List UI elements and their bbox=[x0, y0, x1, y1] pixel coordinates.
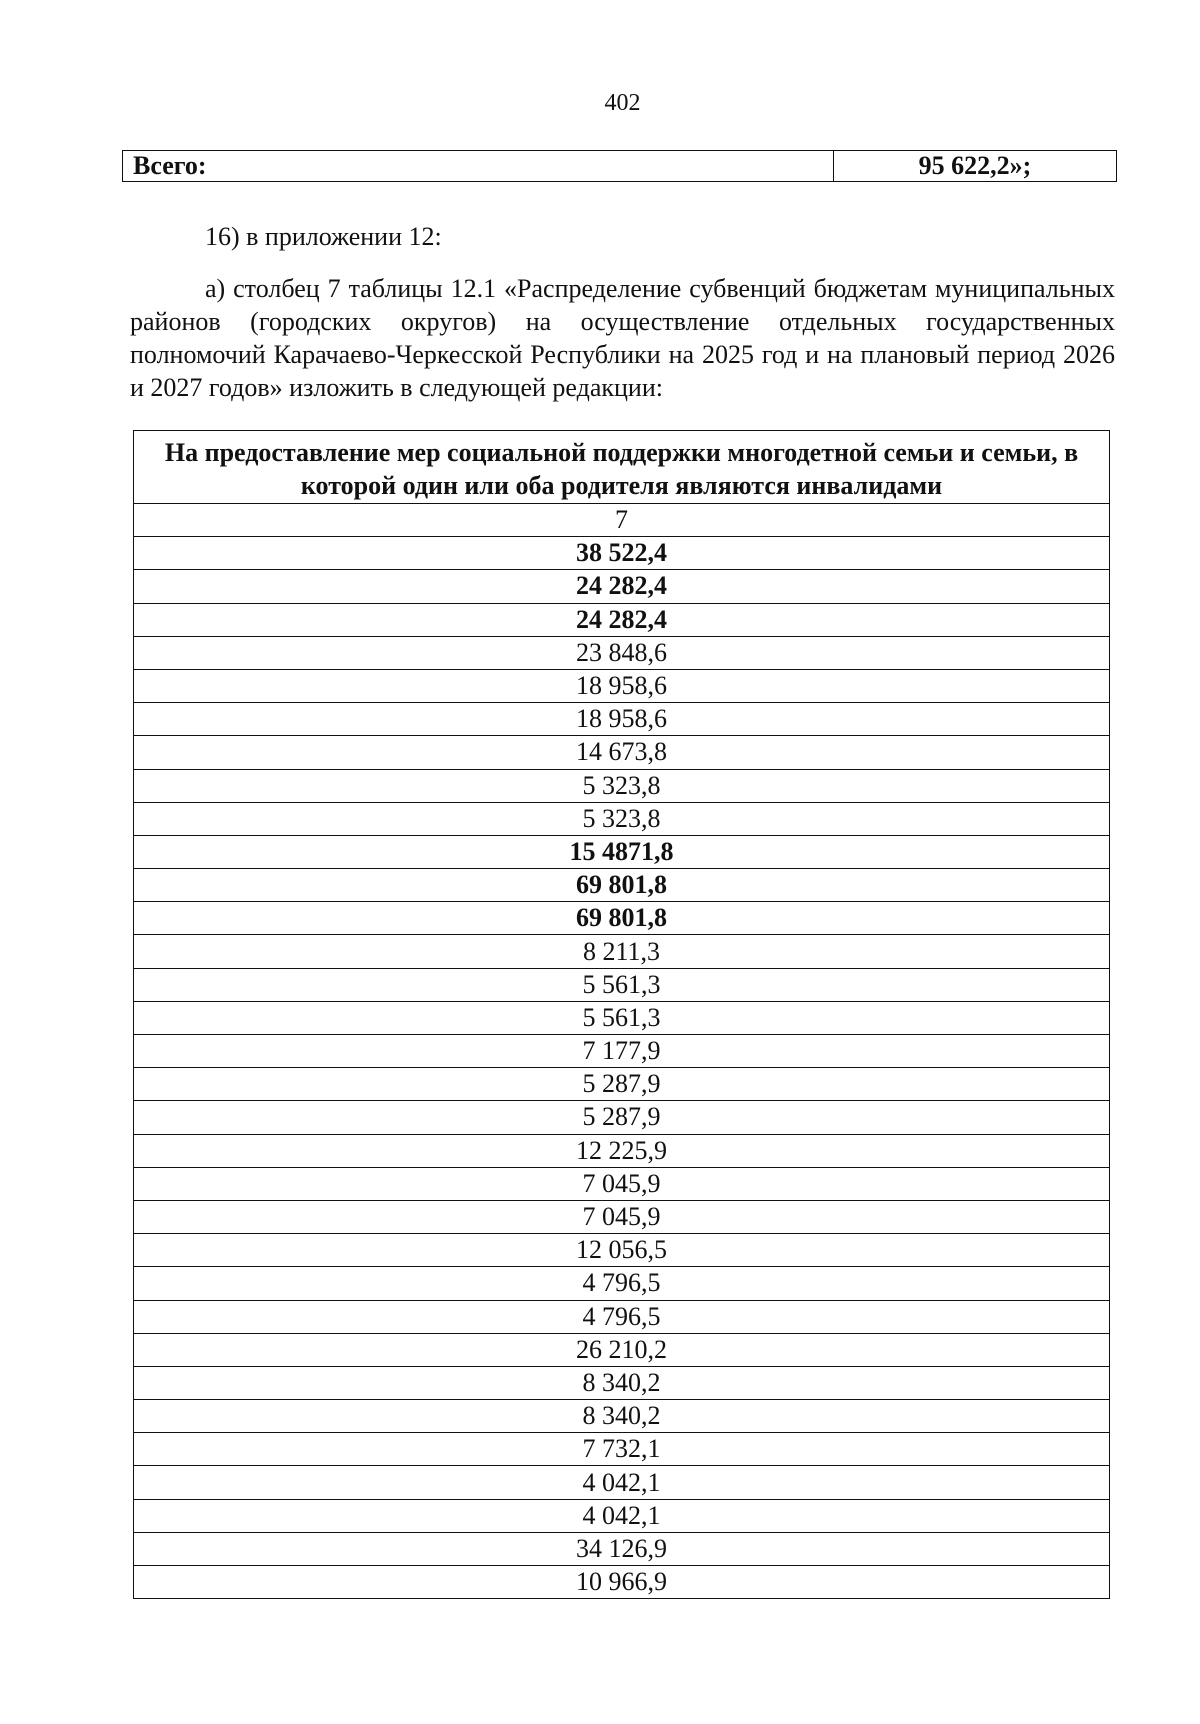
table-row bbox=[134, 1234, 1110, 1267]
table-cell-value: 8 211,3 bbox=[134, 935, 1110, 968]
table-cell-value: 8 340,2 bbox=[134, 1366, 1110, 1399]
table-cell-value: 4 796,5 bbox=[134, 1267, 1110, 1300]
table-cell-value: 12 225,9 bbox=[134, 1134, 1110, 1167]
table-row bbox=[134, 1366, 1110, 1399]
table-row bbox=[134, 603, 1110, 636]
table-row bbox=[134, 1400, 1110, 1433]
table-row bbox=[134, 669, 1110, 702]
table-row bbox=[134, 1001, 1110, 1034]
table-cell-value: 5 561,3 bbox=[134, 968, 1110, 1001]
total-table bbox=[122, 150, 1117, 182]
table-cell-value: 12 056,5 bbox=[134, 1234, 1110, 1267]
table-row bbox=[134, 1101, 1110, 1134]
table-cell-value: 5 323,8 bbox=[134, 802, 1110, 835]
table-cell-value: 24 282,4 bbox=[134, 570, 1110, 603]
table-cell-value: 69 801,8 bbox=[134, 902, 1110, 935]
column-header: На предоставление мер социальной поддержки многодетной семьи и семьи, в которой один или оба родителя являются инвалидами bbox=[134, 431, 1110, 504]
table-row bbox=[134, 835, 1110, 868]
table-row bbox=[134, 769, 1110, 802]
table-row bbox=[134, 1433, 1110, 1466]
table-cell-value: 8 340,2 bbox=[134, 1400, 1110, 1433]
table-cell-value: 4 796,5 bbox=[134, 1300, 1110, 1333]
table-cell-value: 4 042,1 bbox=[134, 1466, 1110, 1499]
table-row bbox=[134, 1068, 1110, 1101]
total-row bbox=[123, 151, 1117, 182]
table-row bbox=[134, 1499, 1110, 1532]
table-cell-value: 7 045,9 bbox=[134, 1167, 1110, 1200]
table-row bbox=[134, 537, 1110, 570]
table-cell-value: 18 958,6 bbox=[134, 669, 1110, 702]
table-row bbox=[134, 935, 1110, 968]
table-row bbox=[134, 1200, 1110, 1233]
table-cell-value: 4 042,1 bbox=[134, 1499, 1110, 1532]
total-value: 95 622,2»; bbox=[834, 151, 1117, 182]
table-cell-value: 14 673,8 bbox=[134, 736, 1110, 769]
table-row bbox=[134, 1333, 1110, 1366]
table-row bbox=[134, 1267, 1110, 1300]
table-cell-value: 5 287,9 bbox=[134, 1101, 1110, 1134]
table-cell-value: 5 287,9 bbox=[134, 1068, 1110, 1101]
table-row bbox=[134, 736, 1110, 769]
table-cell-value: 5 323,8 bbox=[134, 769, 1110, 802]
subvention-table bbox=[133, 430, 1110, 1599]
table-row bbox=[134, 636, 1110, 669]
table-cell-value: 18 958,6 bbox=[134, 703, 1110, 736]
table-row bbox=[134, 1300, 1110, 1333]
table-row bbox=[134, 1167, 1110, 1200]
table-row bbox=[134, 869, 1110, 902]
table-row bbox=[134, 1134, 1110, 1167]
table-row bbox=[134, 902, 1110, 935]
table-row bbox=[134, 968, 1110, 1001]
table-cell-value: 5 561,3 bbox=[134, 1001, 1110, 1034]
table-cell-value: 26 210,2 bbox=[134, 1333, 1110, 1366]
column-number: 7 bbox=[134, 504, 1110, 537]
table-cell-value: 23 848,6 bbox=[134, 636, 1110, 669]
table-row bbox=[134, 1466, 1110, 1499]
page-number: 402 bbox=[604, 90, 641, 116]
table-row bbox=[134, 802, 1110, 835]
table-row bbox=[134, 570, 1110, 603]
table-cell-value: 38 522,4 bbox=[134, 537, 1110, 570]
total-label: Всего: bbox=[123, 151, 834, 182]
table-cell-value: 7 045,9 bbox=[134, 1200, 1110, 1233]
table-cell-value: 34 126,9 bbox=[134, 1532, 1110, 1565]
table-cell-value: 10 966,9 bbox=[134, 1566, 1110, 1599]
table-row bbox=[134, 703, 1110, 736]
table-row bbox=[134, 1035, 1110, 1068]
table-cell-value: 15 4871,8 bbox=[134, 835, 1110, 868]
amendment-paragraph: а) столбец 7 таблицы 12.1 «Распределение субвенций бюджетам муниципальных районов (городских округов) на осуществление отдельных государственных полномочий Карачаево-Черкесской Республики на 2025 год и на плановый период 2026 и 2027 годов» изложить в следующей редакции: bbox=[130, 274, 1115, 402]
table-row bbox=[134, 1566, 1110, 1599]
table-cell-value: 69 801,8 bbox=[134, 869, 1110, 902]
table-row bbox=[134, 1532, 1110, 1565]
table-cell-value: 7 177,9 bbox=[134, 1035, 1110, 1068]
table-cell-value: 7 732,1 bbox=[134, 1433, 1110, 1466]
table-cell-value: 24 282,4 bbox=[134, 603, 1110, 636]
item-heading: 16) в приложении 12: bbox=[205, 222, 442, 251]
